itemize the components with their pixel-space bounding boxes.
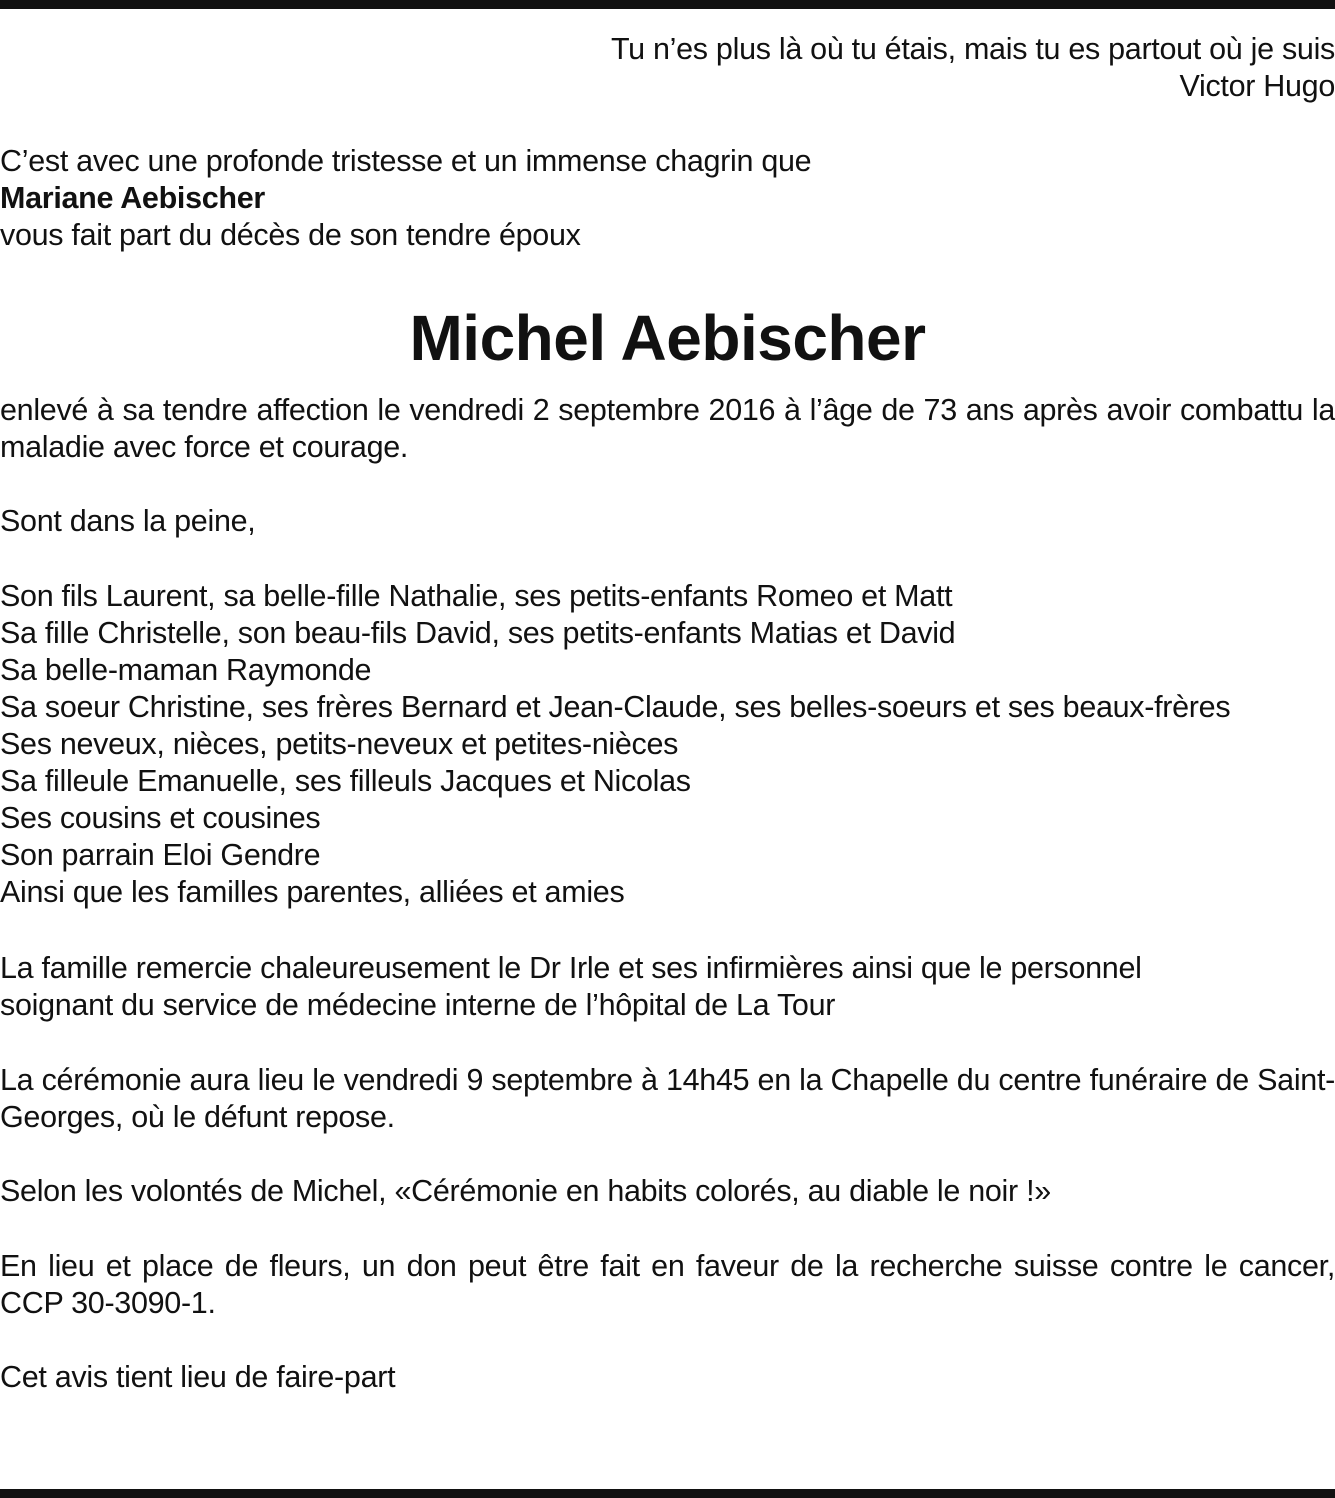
mourner-line: Sa belle-maman Raymonde: [0, 653, 372, 687]
death-paragraph: enlevé à sa tendre affection le vendredi 2 septembre 2016 à l’âge de 73 ans après avoir combattu la maladie avec force et courage.: [0, 393, 1335, 464]
bottom-rule: [0, 1489, 1335, 1498]
intro-line: C’est avec une profonde tristesse et un immense chagrin que: [0, 144, 812, 178]
ceremony-paragraph: La cérémonie aura lieu le vendredi 9 septembre à 14h45 en la Chapelle du centre funéraire de Saint-Georges, où le défunt repose.: [0, 1063, 1335, 1134]
epigraph-author: Victor Hugo: [1179, 69, 1335, 103]
donation-paragraph: En lieu et place de fleurs, un don peut être fait en faveur de la recherche suisse contre le cancer, CCP 30-3090-1.: [0, 1249, 1335, 1320]
thanks-paragraph: La famille remercie chaleureusement le Dr Irle et ses infirmières ainsi que le personnel soignant du service de médecine interne de l’hôpital de La Tour: [0, 951, 1142, 1022]
closing-line: Cet avis tient lieu de faire-part: [0, 1360, 396, 1394]
deceased-name: Michel Aebischer: [409, 302, 926, 374]
mourners-intro: Sont dans la peine,: [0, 504, 256, 538]
announcer-name: Mariane Aebischer: [0, 181, 265, 215]
top-rule: [0, 0, 1335, 9]
epigraph-quote: Tu n’es plus là où tu étais, mais tu es partout où je suis: [610, 32, 1335, 66]
mourner-line: Ainsi que les familles parentes, alliées et amies: [0, 875, 625, 909]
mourners-list: [0, 578, 1335, 911]
mourner-line: Sa soeur Christine, ses frères Bernard et Jean-Claude, ses belles-soeurs et ses beaux-frères: [0, 690, 1231, 724]
wishes-paragraph: Selon les volontés de Michel, «Cérémonie en habits colorés, au diable le noir !»: [0, 1174, 1051, 1208]
mourner-line: Son parrain Eloi Gendre: [0, 838, 321, 872]
mourner-line: Ses cousins et cousines: [0, 801, 321, 835]
mourner-line: Son fils Laurent, sa belle-fille Nathalie, ses petits-enfants Romeo et Matt: [0, 579, 953, 613]
epigraph: [0, 31, 1335, 105]
mourner-line: Sa filleule Emanuelle, ses filleuls Jacques et Nicolas: [0, 764, 691, 798]
mourner-line: Sa fille Christelle, son beau-fils David, ses petits-enfants Matias et David: [0, 616, 956, 650]
intro-line: vous fait part du décès de son tendre époux: [0, 218, 581, 252]
intro: [0, 143, 1335, 254]
mourner-line: Ses neveux, nièces, petits-neveux et petites-nièces: [0, 727, 679, 761]
